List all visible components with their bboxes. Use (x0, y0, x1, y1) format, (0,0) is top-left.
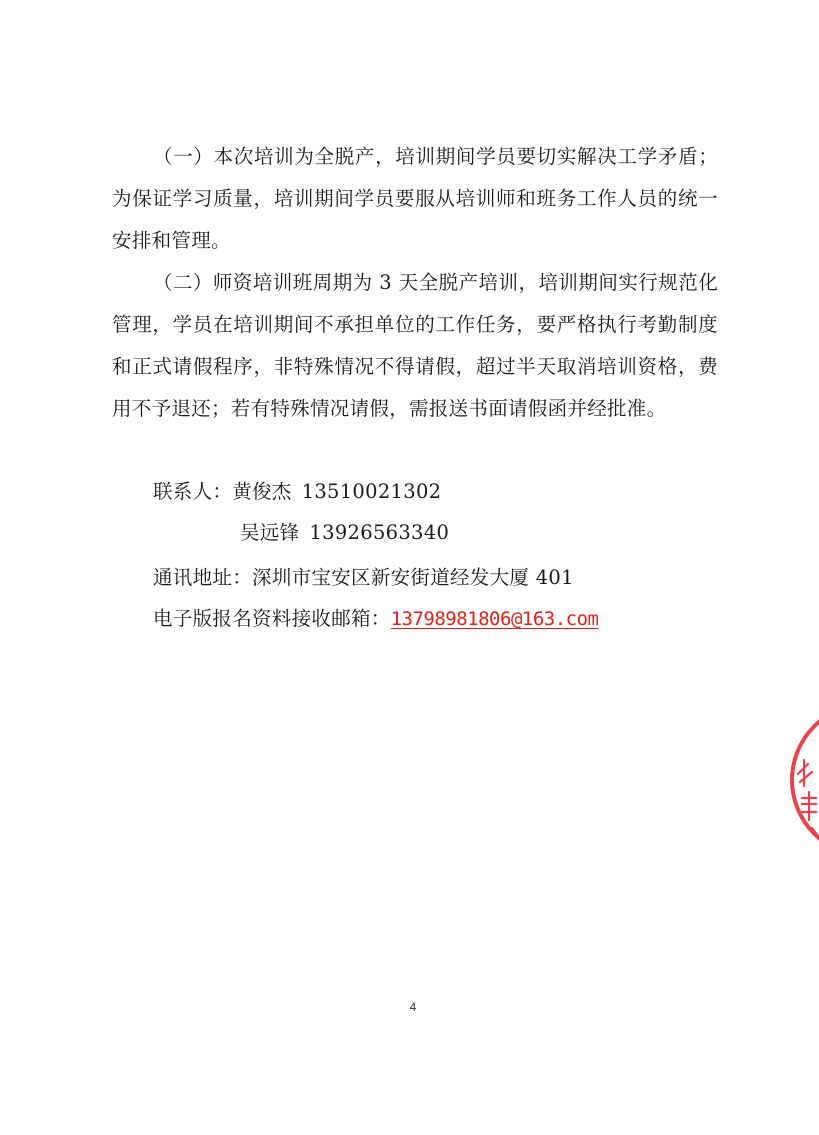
address-row (153, 557, 574, 599)
contact-label: 联系人： (153, 480, 233, 503)
red-seal-stamp-icon (790, 712, 819, 848)
contact-row-1 (153, 471, 441, 513)
contact-name-2: 吴远锋 (240, 521, 300, 544)
email-row (153, 598, 598, 640)
paragraph-1: （一）本次培训为全脱产，培训期间学员要切实解决工学矛盾；为保证学习质量，培训期间学员要服从培训师和班务工作人员的统一安排和管理。 (112, 145, 718, 252)
contact-phone-2: 13926563340 (309, 521, 450, 544)
paragraph-2: （二）师资培训班周期为 3 天全脱产培训，培训期间实行规范化管理，学员在培训期间不承担单位的工作任务，要严格执行考勤制度和正式请假程序，非特殊情况不得请假，超过半天取消培训资格，费用不予退还；若有特殊情况请假，需报送书面请假函并经批准。 (112, 271, 718, 420)
email-label: 电子版报名资料接收邮箱： (153, 607, 391, 630)
contact-phone-1: 13510021302 (301, 480, 442, 503)
address-label: 通讯地址： (153, 566, 253, 589)
page-number: 4 (409, 1000, 417, 1014)
email-link[interactable]: 13798981806@163.com (390, 608, 599, 630)
contact-name-1: 黄俊杰 (232, 480, 292, 503)
address-value: 深圳市宝安区新安街道经发大厦 401 (252, 566, 574, 589)
contact-row-2 (240, 512, 449, 554)
